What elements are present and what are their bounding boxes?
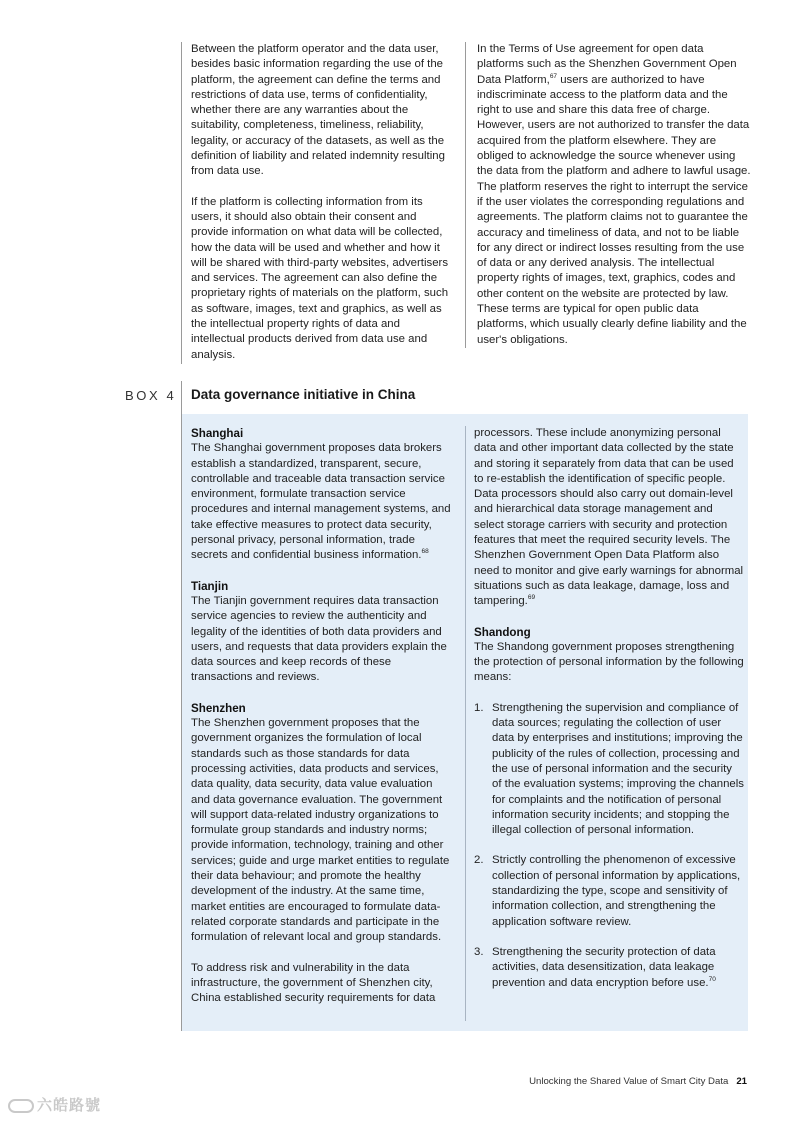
list-item [474, 701, 744, 839]
list-item [474, 945, 744, 991]
page-number: 21 [736, 1076, 747, 1087]
footnote-ref[interactable]: 70 [708, 975, 716, 983]
shenzhen-continued: processors. These include anonymizing personal data and other important data collected by the state and storing it separately from data that can be used to re-establish the identification of specific people. Data processors should also carry out domain-level and hierarchical data storage management and select storage carriers with security and protection features that meet the required security levels. The Shenzhen Government Open Data Platform also need to monitor and give early warnings for abnormal situations such as data leakage, damage, loss and tampering. [474, 427, 744, 608]
list-number: 1. [474, 701, 484, 714]
top-right-column [477, 42, 751, 363]
box-right-column [474, 426, 744, 1006]
numbered-list [474, 701, 744, 991]
list-item-text: Strengthening the security protection of data activities, data desensitization, data leakage prevention and data encryption before use. [492, 945, 716, 989]
footnote-ref[interactable]: 68 [421, 548, 429, 556]
list-item-text: Strictly controlling the phenomenon of excessive collection of personal information by applications, standardizing the type, scope and sensitivity of information collection, and strengthening the application software review. [492, 854, 741, 928]
section-heading-shenzhen: Shenzhen [191, 701, 246, 715]
section-heading-shanghai: Shanghai [191, 427, 244, 440]
section-heading-tianjin: Tianjin [191, 579, 229, 593]
list-number: 2. [474, 854, 484, 867]
watermark [8, 1094, 101, 1115]
paragraph-intro: In the Terms of Use agreement for open data platforms such as the Shenzhen Government Open Data Platform, [477, 43, 737, 86]
left-margin-rule [181, 42, 182, 364]
box-title: Data governance initiative in China [191, 387, 416, 402]
box-label: BOX 4 [125, 388, 177, 403]
top-left-column [191, 42, 453, 378]
list-item-text: Strengthening the supervision and compliance of data sources; regulating the collection of user data by enterprises and institutions; improving the publicity of the rules of collection, processing and the use of personal information and the security of the evaluation systems; improving the channels for complaints and the notification of personal information security incidents; and stopping the illegal collection of personal information. [492, 701, 744, 837]
column-divider [465, 42, 466, 348]
shanghai-text: The Shanghai government proposes data brokers establish a standardized, transparent, secure, controllable and traceable data transaction service environment, formulate transaction service procedures and internal management systems, and take effective measures to protect data security, personal privacy, personal information, trade secrets and confidential business information. [191, 442, 451, 562]
watermark-text: 六皓路號 [37, 1097, 102, 1114]
list-item [474, 853, 744, 929]
paragraph-body: users are authorized to have indiscriminate access to the platform data and the right to use and share this data free of charge. However, users are not authorized to transfer the data acquired from the platform elsewhere. They are obliged to acknowledge the source whenever using the data from the platform and adhere to lawful usage. The platform reserves the right to interrupt the service if the user violates the corresponding regulations and agreements. The platform claims not to guarantee the accuracy and timeliness of data, and not to be liable for any direct or indirect losses resulting from the use of data or any derived analysis. The intellectual property rights of images, text, graphics, codes and other content on the website are protected by law. These terms are typical for open public data platforms, which usually clearly define liability and the user's obligations. [477, 73, 751, 346]
paragraph [474, 426, 744, 610]
paragraph: The Shandong government proposes strengthening the protection of personal information by the following means: [474, 640, 744, 684]
paragraph: To address risk and vulnerability in the data infrastructure, the government of Shenzhen city, China established security requirements for data [191, 961, 436, 1005]
paragraph: If the platform is collecting information from its users, it should also obtain their consent and provide information on what data will be collected, how the data will be used and whether and how it will be shared with third-party websites, advertisers and services. The agreement can also define the proprietary rights of materials on the platform, such as software, images, text and graphics, as well as the intellectual property rights of data and intellectual products derived from data use and analysis. [191, 195, 449, 361]
watermark-logo-icon [8, 1099, 34, 1113]
page-footer [529, 1076, 747, 1087]
footnote-ref[interactable]: 69 [527, 594, 536, 602]
box-left-column [191, 426, 453, 1021]
footnote-ref[interactable]: 67 [549, 72, 558, 80]
footer-title: Unlocking the Shared Value of Smart City Data [529, 1076, 729, 1087]
box-column-divider [465, 426, 466, 1021]
paragraph: The Tianjin government requires data transaction service agencies to review the authenticity and legality of the identities of both data providers and users, and requests that data providers explain the data sources and keep records of these transactions and reviews. [191, 594, 447, 684]
list-number: 3. [474, 945, 484, 958]
section-heading-shandong: Shandong [474, 625, 531, 639]
paragraph [477, 42, 751, 348]
paragraph [191, 441, 453, 563]
paragraph: Between the platform operator and the data user, besides basic information regarding the use of the platform, the agreement can define the terms and restrictions of data use, terms of confidentiality, whether there are any warranties about the suitability, completeness, timeliness, reliability, legality, or accuracy of the datasets, as well as the definition of liability and related indemnity resulting from data use. [191, 43, 445, 178]
paragraph: The Shenzhen government proposes that the government organizes the formulation of local standards such as those standards for data processing activities, data products and services, data quality, data security, data value evaluation and data governance evaluation. The government will support data-related industry organizations to formulate group standards and industry norms; provide information, technology, training and other services; guide and urge market entities to regulate their data behaviour; and promote the healthy development of the industry. At the same time, market entities are encouraged to formulate data-related corporate standards and participate in the formulation of relevant local and group standards. [191, 717, 450, 944]
